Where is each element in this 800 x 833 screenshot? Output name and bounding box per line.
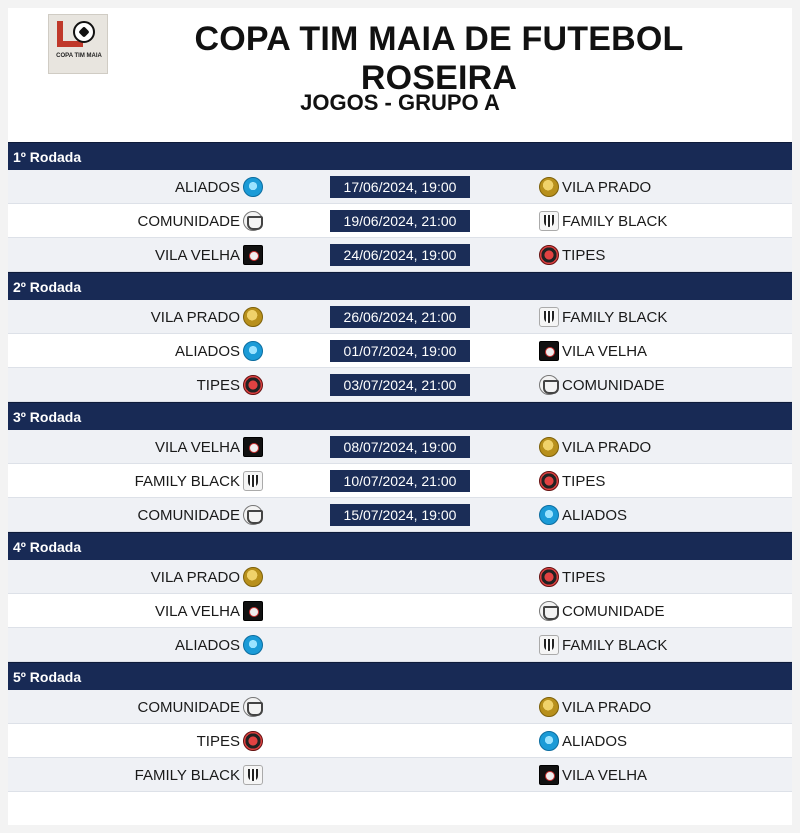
vila-velha-badge-icon [243, 601, 263, 621]
page-title: COPA TIM MAIA DE FUTEBOL ROSEIRA [194, 20, 684, 97]
vila-velha-badge-icon [243, 437, 263, 457]
match-date: 19/06/2024, 21:00 [330, 210, 470, 232]
tipes-badge-icon [243, 731, 263, 751]
away-team-name: TIPES [562, 246, 606, 264]
home-team [8, 238, 263, 272]
vila-prado-badge-icon [539, 437, 559, 457]
home-team-name: VILA PRADO [150, 308, 240, 326]
home-team-name: COMUNIDADE [137, 506, 240, 524]
away-team-name: VILA PRADO [562, 438, 652, 456]
away-team [539, 334, 647, 368]
away-team-name: COMUNIDADE [562, 602, 665, 620]
vila-prado-badge-icon [539, 697, 559, 717]
round-header: 3º Rodada [8, 402, 792, 430]
away-team [539, 430, 651, 464]
home-team-name: ALIADOS [174, 636, 240, 654]
home-team [8, 724, 263, 758]
away-team-name: ALIADOS [562, 506, 628, 524]
away-team-name: COMUNIDADE [562, 376, 665, 394]
match-row [8, 724, 792, 758]
aliados-badge-icon [243, 341, 263, 361]
home-team [8, 628, 263, 662]
away-team-name: FAMILY BLACK [562, 212, 668, 230]
comunidade-badge-icon [243, 505, 263, 525]
match-date: 03/07/2024, 21:00 [330, 374, 470, 396]
home-team-name: VILA VELHA [154, 438, 240, 456]
family-black-badge-icon [539, 307, 559, 327]
away-team [539, 368, 665, 402]
aliados-badge-icon [243, 635, 263, 655]
home-team [8, 300, 263, 334]
family-black-badge-icon [243, 765, 263, 785]
home-team [8, 368, 263, 402]
home-team [8, 690, 263, 724]
home-team [8, 204, 263, 238]
match-row [8, 204, 792, 238]
tournament-logo-icon: COPA TIM MAIA [48, 14, 108, 74]
family-black-badge-icon [539, 211, 559, 231]
away-team [539, 594, 665, 628]
away-team-name: FAMILY BLACK [562, 636, 668, 654]
match-row [8, 368, 792, 402]
away-team-name: VILA PRADO [562, 178, 652, 196]
home-team-name: COMUNIDADE [137, 212, 240, 230]
comunidade-badge-icon [539, 601, 559, 621]
match-row [8, 238, 792, 272]
match-row [8, 170, 792, 204]
vila-velha-badge-icon [243, 245, 263, 265]
away-team-name: TIPES [562, 568, 606, 586]
header [8, 8, 792, 142]
match-date: 08/07/2024, 19:00 [330, 436, 470, 458]
aliados-badge-icon [539, 731, 559, 751]
vila-prado-badge-icon [243, 307, 263, 327]
away-team-name: TIPES [562, 472, 606, 490]
away-team [539, 498, 627, 532]
away-team-name: FAMILY BLACK [562, 308, 668, 326]
home-team [8, 594, 263, 628]
family-black-badge-icon [539, 635, 559, 655]
match-row [8, 690, 792, 724]
away-team [539, 204, 667, 238]
aliados-badge-icon [243, 177, 263, 197]
match-date: 15/07/2024, 19:00 [330, 504, 470, 526]
vila-prado-badge-icon [539, 177, 559, 197]
home-team [8, 334, 263, 368]
home-team-name: ALIADOS [174, 342, 240, 360]
away-team-name: VILA VELHA [562, 342, 648, 360]
match-date: 24/06/2024, 19:00 [330, 244, 470, 266]
match-row [8, 628, 792, 662]
home-team [8, 758, 263, 792]
aliados-badge-icon [539, 505, 559, 525]
home-team-name: TIPES [196, 732, 240, 750]
away-team [539, 238, 605, 272]
home-team [8, 430, 263, 464]
home-team [8, 170, 263, 204]
home-team [8, 560, 263, 594]
family-black-badge-icon [243, 471, 263, 491]
comunidade-badge-icon [243, 211, 263, 231]
away-team-name: VILA VELHA [562, 766, 648, 784]
match-row [8, 498, 792, 532]
away-team-name: ALIADOS [562, 732, 628, 750]
match-row [8, 464, 792, 498]
match-row [8, 430, 792, 464]
home-team-name: FAMILY BLACK [134, 472, 240, 490]
away-team-name: VILA PRADO [562, 698, 652, 716]
vila-prado-badge-icon [243, 567, 263, 587]
round-header: 4º Rodada [8, 532, 792, 560]
match-row [8, 594, 792, 628]
tipes-badge-icon [243, 375, 263, 395]
match-date: 01/07/2024, 19:00 [330, 340, 470, 362]
away-team [539, 170, 651, 204]
home-team-name: FAMILY BLACK [134, 766, 240, 784]
group-subtitle: JOGOS - GRUPO A [300, 90, 500, 115]
tipes-badge-icon [539, 471, 559, 491]
tipes-badge-icon [539, 245, 559, 265]
home-team-name: VILA VELHA [154, 246, 240, 264]
round-header: 2º Rodada [8, 272, 792, 300]
match-row [8, 300, 792, 334]
round-header: 1º Rodada [8, 142, 792, 170]
vila-velha-badge-icon [539, 765, 559, 785]
home-team [8, 498, 263, 532]
away-team [539, 300, 667, 334]
away-team [539, 464, 605, 498]
match-row [8, 758, 792, 792]
home-team [8, 464, 263, 498]
home-team-name: VILA PRADO [150, 568, 240, 586]
match-row [8, 560, 792, 594]
round-header: 5º Rodada [8, 662, 792, 690]
match-date: 17/06/2024, 19:00 [330, 176, 470, 198]
away-team [539, 690, 651, 724]
away-team [539, 560, 605, 594]
home-team-name: VILA VELHA [154, 602, 240, 620]
page [8, 8, 792, 825]
match-row [8, 334, 792, 368]
home-team-name: TIPES [196, 376, 240, 394]
away-team [539, 724, 627, 758]
tipes-badge-icon [539, 567, 559, 587]
away-team [539, 758, 647, 792]
comunidade-badge-icon [243, 697, 263, 717]
match-date: 26/06/2024, 21:00 [330, 306, 470, 328]
away-team [539, 628, 667, 662]
home-team-name: COMUNIDADE [137, 698, 240, 716]
comunidade-badge-icon [539, 375, 559, 395]
rounds-table [8, 142, 792, 792]
home-team-name: ALIADOS [174, 178, 240, 196]
vila-velha-badge-icon [539, 341, 559, 361]
match-date: 10/07/2024, 21:00 [330, 470, 470, 492]
